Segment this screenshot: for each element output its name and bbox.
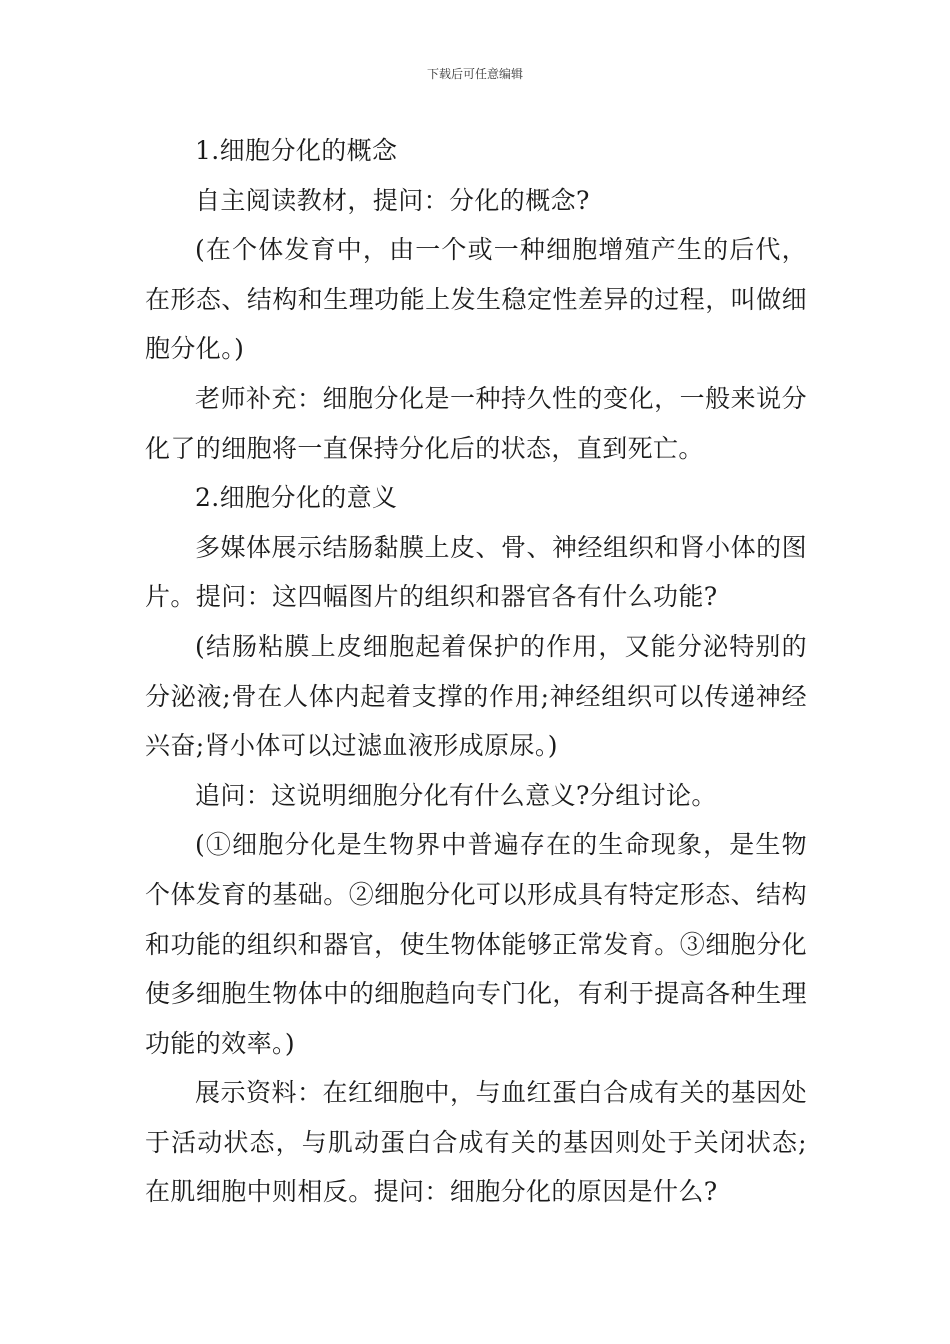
page-header-note: 下载后可任意编辑 xyxy=(426,67,523,81)
paragraph-follow-up-question: 追问：这说明细胞分化有什么意义?分组讨论。 xyxy=(195,780,717,810)
paragraph-material-display: 展示资料：在红细胞中，与血红蛋白合成有关的基因处于活动状态，与肌动蛋白合成有关的基因则处于关闭状态;在肌细胞中则相反。提问：细胞分化的原因是什么? xyxy=(145,1078,807,1207)
paragraph-teacher-supplement: 老师补充：细胞分化是一种持久性的变化，一般来说分化了的细胞将一直保持分化后的状态，直到死亡。 xyxy=(145,383,807,463)
section-heading-significance: 2.细胞分化的意义 xyxy=(195,483,398,513)
paragraph-question-concept: 自主阅读教材，提问：分化的概念? xyxy=(195,185,590,215)
paragraph-answer-concept: (在个体发育中，由一个或一种细胞增殖产生的后代，在形态、结构和生理功能上发生稳定性差异的过程，叫做细胞分化。) xyxy=(145,235,807,364)
paragraph-multimedia-display: 多媒体展示结肠黏膜上皮、骨、神经组织和肾小体的图片。提问：这四幅图片的组织和器官各有什么功能? xyxy=(145,532,807,612)
document-body xyxy=(145,126,807,1217)
section-heading-concept: 1.细胞分化的概念 xyxy=(195,136,398,165)
paragraph-answer-significance: (①细胞分化是生物界中普遍存在的生命现象，是生物个体发育的基础。②细胞分化可以形成具有特定形态、结构和功能的组织和器官，使生物体能够正常发育。③细胞分化使多细胞生物体中的细胞趋向专门化，有利于提高各种生理功能的效率。) xyxy=(145,830,807,1058)
paragraph-answer-functions: (结肠粘膜上皮细胞起着保护的作用，又能分泌特别的分泌液;骨在人体内起着支撑的作用;神经组织可以传递神经兴奋;肾小体可以过滤血液形成原尿。) xyxy=(145,631,807,761)
